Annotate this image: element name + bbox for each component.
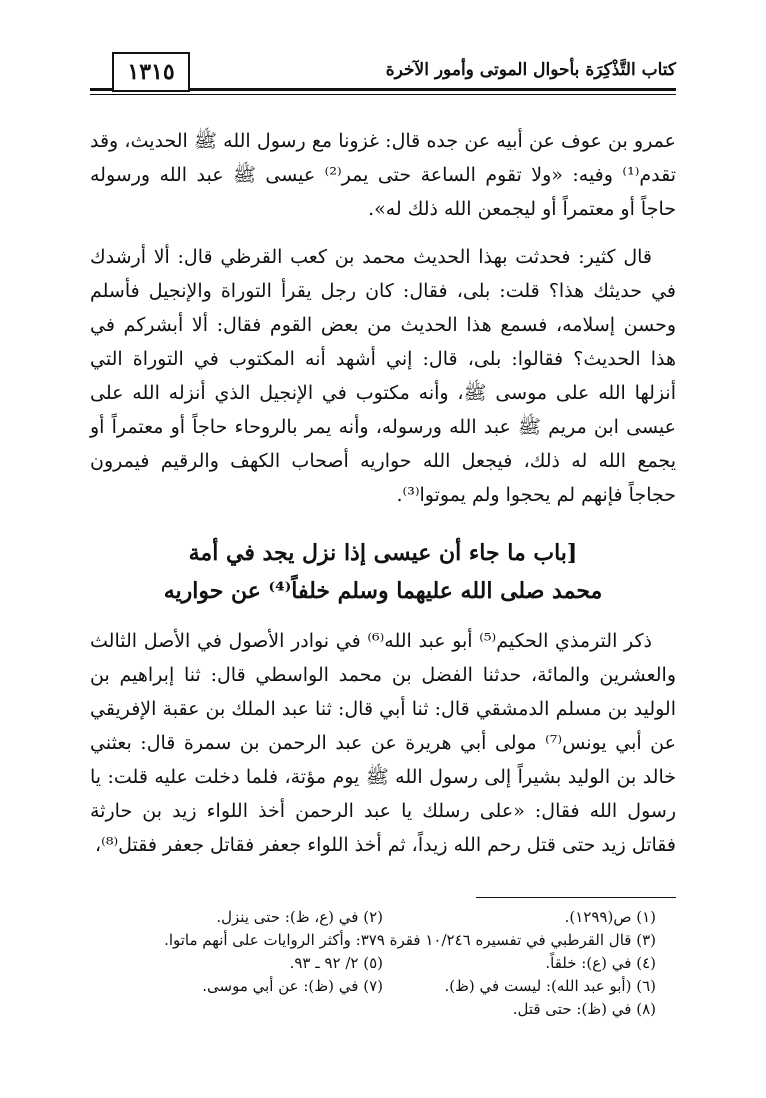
footnote-2: (٢) في (ع، ظ): حتى ينزل. [216, 908, 383, 926]
footnote-separator [476, 897, 676, 898]
chapter-heading-line-2: محمد صلى الله عليهما وسلم خلفاً⁽⁴⁾ عن حواريه [163, 578, 603, 604]
footnotes [110, 906, 656, 1021]
footnote-6: (٦) (أبو عبد الله): ليست في (ظ). [444, 977, 656, 995]
paragraph-1: عمرو بن عوف عن أبيه عن جده قال: غزونا مع رسول الله ﷺ الحديث، وقد تقدم⁽¹⁾ وفيه: «ولا تقوم الساعة حتى يمر⁽²⁾ عيسى ﷺ عبد الله ورسوله حاجاً أو معتمراً أو ليجمعن الله ذلك له». [90, 130, 676, 220]
footnote-1: (١) ص(١٢٩٩). [564, 908, 656, 926]
page-header [90, 52, 676, 102]
footnote-3: (٣) قال القرطبي في تفسيره ١٠/٢٤٦ فقرة ٣٧٩: وأكثر الروايات على أنهم ماتوا. [164, 931, 656, 949]
chapter-heading [90, 534, 676, 610]
footnote-5: (٥) ٢/ ٩٢ ـ ٩٣. [289, 954, 383, 972]
running-title: كتاب التَّذْكِرَة بأحوال الموتى وأمور الآخرة [385, 60, 676, 80]
main-text [90, 124, 676, 876]
page-number: ١٣١٥ [112, 52, 190, 92]
footnote-7: (٧) في (ظ): عن أبي موسى. [202, 977, 383, 995]
chapter-heading-line-1: [باب ما جاء أن عيسى إذا نزل يجد في أمة [188, 540, 578, 566]
header-rule-thin [90, 94, 676, 95]
paragraph-2: قال كثير: فحدثت بهذا الحديث محمد بن كعب القرظي قال: ألا أرشدك في حديثك هذا؟ قلت: بلى، فقال: كان رجل يقرأ التوراة والإنجيل فأسلم وحسن إسلامه، فسمع هذا الحديث من بعض القوم فقال: ألا أبشركم في هذا الحديث؟ فقالوا: بلى، قال: إني أشهد أنه المكتوب في التوراة التي أنزلها الله على موسى ﷺ، وأنه مكتوب في الإنجيل الذي أنزله الله على عيسى ابن مريم ﷺ عبد الله ورسوله، وأنه يمر بالروحاء حاجاً أو معتمراً أو يجمع الله له ذلك، فيجعل الله حواريه أصحاب الكهف والرقيم فيمرون حجاجاً فإنهم لم يحجوا ولم يموتوا⁽³⁾. [90, 246, 676, 506]
footnote-4: (٤) في (ع): خلقاً. [545, 954, 656, 972]
paragraph-3: ذكر الترمذي الحكيم⁽⁵⁾ أبو عبد الله⁽⁶⁾ في نوادر الأصول في الأصل الثالث والعشرين والمائة، حدثنا الفضل بن محمد الواسطي قال: ثنا إبراهيم بن الوليد بن مسلم الدمشقي قال: ثنا أبي قال: ثنا عبد الملك بن عقبة الإفريقي عن أبي يونس⁽⁷⁾ مولى أبي هريرة عن عبد الرحمن بن سمرة قال: بعثني خالد بن الوليد بشيراً إلى رسول الله ﷺ يوم مؤتة، فلما دخلت عليه قلت: يا رسول الله فقال: «على رسلك يا عبد الرحمن أخذ اللواء زيد بن حارثة فقاتل زيد حتى قتل رحم الله زيداً، ثم أخذ اللواء جعفر فقاتل جعفر فقتل⁽⁸⁾، [90, 630, 676, 856]
footnote-8: (٨) في (ظ): حتى قتل. [512, 1000, 656, 1018]
